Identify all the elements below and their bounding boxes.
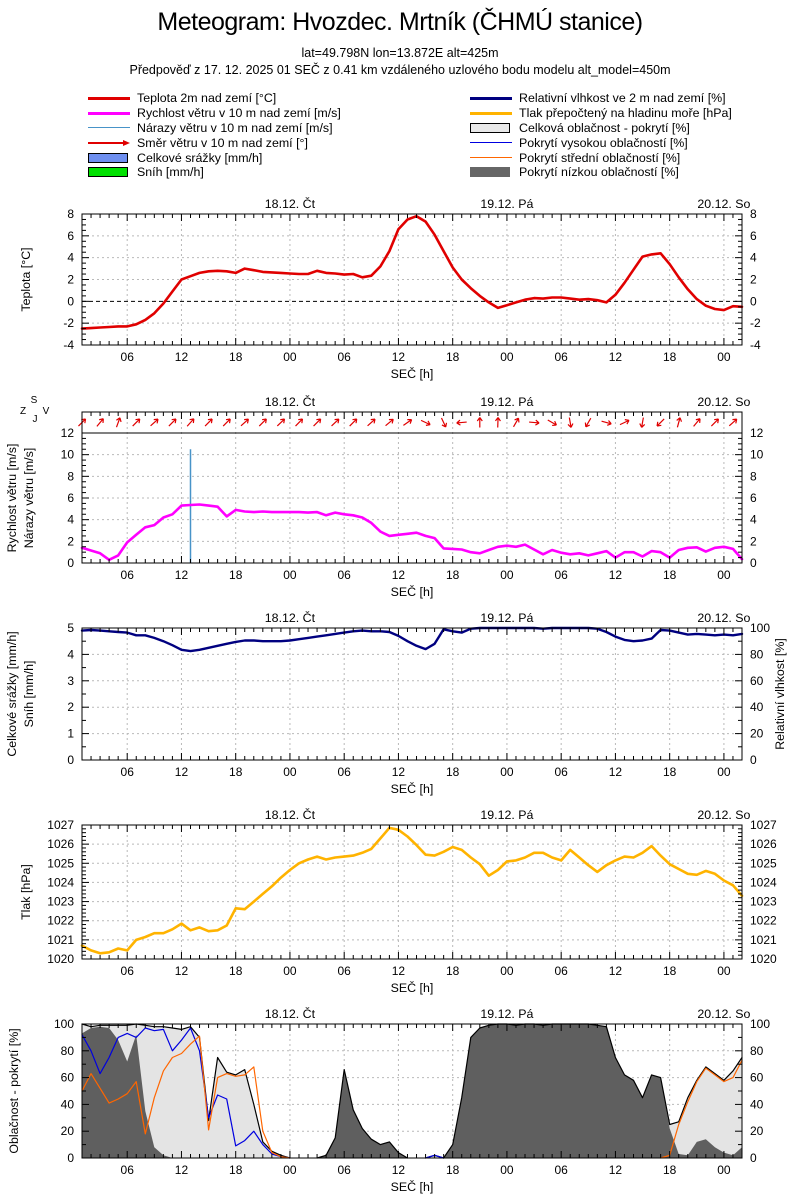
compass-north: S <box>30 395 38 406</box>
x-tick-label: 18 <box>229 568 243 582</box>
x-tick-label: 06 <box>337 1163 351 1177</box>
day-label: 19.12. Pá <box>480 197 534 211</box>
x-tick-label: 18 <box>662 964 677 978</box>
day-label: 20.12. So <box>697 395 751 409</box>
x-tick-label: 06 <box>120 568 134 582</box>
x-tick-label: 00 <box>283 350 297 364</box>
y2-tick-label: -2 <box>750 316 761 331</box>
y2-tick-label: 8 <box>750 207 757 221</box>
x-tick-label: 12 <box>174 568 189 582</box>
y-tick-label: 8 <box>67 207 74 221</box>
x-tick-label: 18 <box>446 1163 460 1177</box>
y-tick-label: 1023 <box>47 894 74 909</box>
x-tick-label: 06 <box>120 1163 134 1177</box>
y2-tick-label: 60 <box>750 673 764 688</box>
y-tick-label: 1 <box>67 726 74 741</box>
day-label: 19.12. Pá <box>480 1007 534 1021</box>
y2-tick-label: 1027 <box>750 818 777 832</box>
y2-tick-label: 1025 <box>750 856 777 871</box>
y-tick-label: 1025 <box>47 856 74 871</box>
y-axis-title: Tlak [hPa] <box>19 864 33 920</box>
y-tick-label: -4 <box>63 338 74 352</box>
y-tick-label: 10 <box>60 447 74 462</box>
day-label: 19.12. Pá <box>480 808 534 822</box>
wind-direction-arrow <box>312 417 323 428</box>
y2-tick-label: 1026 <box>750 837 777 852</box>
legend-item-label: Teplota 2m nad zemí [°C] <box>137 91 277 106</box>
legend-item-label: Nárazy větru v 10 m nad zemí [m/s] <box>137 120 333 135</box>
y-tick-label: 2 <box>67 700 74 715</box>
x-tick-label: 00 <box>283 765 297 779</box>
y2-tick-label: 1024 <box>750 875 777 890</box>
x-tick-label: 06 <box>554 1163 568 1177</box>
wind-direction-arrow <box>131 417 142 428</box>
wind-direction-arrow <box>366 417 377 427</box>
wind-direction-arrow <box>439 417 448 428</box>
x-tick-label: 12 <box>174 1163 189 1177</box>
day-label: 18.12. Čt <box>264 1007 316 1021</box>
legend-item-label: Pokrytí střední oblačností [%] <box>519 150 681 165</box>
legend-item-label: Rychlost větru v 10 m nad zemí [m/s] <box>137 106 341 121</box>
wind-direction-arrow <box>276 417 287 428</box>
wind-direction-arrow <box>402 418 413 428</box>
y2-tick-label: 8 <box>750 469 757 484</box>
y-tick-label: 0 <box>67 556 74 570</box>
y2-tick-label: 12 <box>750 426 764 440</box>
wind-direction-arrow <box>547 418 558 427</box>
y2-tick-label: 0 <box>750 294 757 309</box>
wind-direction-arrow <box>639 417 646 428</box>
x-tick-label: 18 <box>229 1163 243 1177</box>
legend-item-label: Relativní vlhkost ve 2 m nad zemí [%] <box>519 91 726 106</box>
day-label: 18.12. Čt <box>264 808 316 822</box>
y-axis-title: Rychlost větru [m/s] <box>5 443 19 553</box>
wind-direction-arrow <box>477 418 482 428</box>
x-tick-label: 12 <box>608 1163 623 1177</box>
y-axis-title: Nárazy větru [m/s] <box>22 447 36 549</box>
y-tick-label: 1026 <box>47 837 74 852</box>
y-tick-label: 2 <box>67 534 74 549</box>
x-tick-label: 00 <box>717 350 731 364</box>
x-axis-title: SEČ [h] <box>390 367 434 381</box>
legend-item-label: Pokrytí nízkou oblačností [%] <box>519 165 679 180</box>
legend-item-label: Směr větru v 10 m nad zemí [°] <box>137 135 308 150</box>
legend-item-label: Pokrytí vysokou oblačností [%] <box>519 135 688 150</box>
y2-tick-label: 80 <box>750 1043 764 1058</box>
forecast-subtitle: Předpověď z 17. 12. 2025 01 SEČ z 0.41 km vzdáleného uzlového bodu modelu alt_model=450m <box>129 63 671 77</box>
y2-tick-label: 80 <box>750 647 764 662</box>
day-label: 20.12. So <box>697 808 751 822</box>
x-tick-label: 06 <box>120 350 134 364</box>
y2-tick-label: 10 <box>750 447 764 462</box>
x-tick-label: 06 <box>554 568 568 582</box>
x-tick-label: 12 <box>608 765 623 779</box>
compass-south: J <box>32 414 38 425</box>
y-tick-label: 60 <box>60 1070 74 1085</box>
x-tick-label: 12 <box>391 350 406 364</box>
y2-tick-label: 4 <box>750 250 757 265</box>
y2-tick-label: 1020 <box>750 952 777 966</box>
x-axis-title: SEČ [h] <box>390 782 434 796</box>
x-tick-label: 06 <box>554 350 568 364</box>
x-tick-label: 12 <box>608 964 623 978</box>
y-tick-label: 40 <box>60 1097 74 1112</box>
wind-direction-arrow <box>149 417 160 427</box>
x-tick-label: 12 <box>608 350 623 364</box>
day-label: 18.12. Čt <box>264 611 316 625</box>
y-tick-label: 0 <box>67 753 74 767</box>
wind-direction-arrow <box>619 418 630 427</box>
x-tick-label: 00 <box>283 568 297 582</box>
x-tick-label: 18 <box>662 568 677 582</box>
wind-direction-arrow <box>185 417 195 428</box>
temperature-chart <box>19 196 761 381</box>
wind-direction-arrow <box>239 417 250 427</box>
y2-tick-label: 20 <box>750 1124 764 1139</box>
x-tick-label: 00 <box>717 568 731 582</box>
x-tick-label: 12 <box>391 765 406 779</box>
x-axis-title: SEČ [h] <box>390 981 434 995</box>
y2-tick-label: 1022 <box>750 913 777 928</box>
x-tick-label: 18 <box>446 765 460 779</box>
legend-item-label: Sníh [mm/h] <box>137 165 204 180</box>
compass-west: Z <box>19 406 27 417</box>
wind-direction-arrow <box>420 418 431 427</box>
x-tick-label: 00 <box>500 964 514 978</box>
wind-direction-arrow <box>221 417 232 428</box>
legend-item-label: Tlak přepočtený na hladinu moře [hPa] <box>519 106 732 121</box>
y2-tick-label: 2 <box>750 534 757 549</box>
y-axis-title: Teplota [°C] <box>19 247 33 312</box>
x-tick-label: 00 <box>500 568 514 582</box>
y2-tick-label: 100 <box>750 621 771 635</box>
wind-direction-arrow <box>728 417 739 427</box>
y-tick-label: 20 <box>60 1124 74 1139</box>
y-tick-label: 6 <box>67 228 74 243</box>
x-tick-label: 18 <box>662 350 677 364</box>
x-tick-label: 06 <box>120 765 134 779</box>
wind-direction-arrow <box>584 417 593 428</box>
x-tick-label: 12 <box>608 568 623 582</box>
y-axis-title: Oblačnost - pokrytí [%] <box>7 1028 21 1154</box>
y-tick-label: 4 <box>67 250 74 265</box>
pressure-chart <box>19 807 777 995</box>
day-label: 18.12. Čt <box>264 197 316 211</box>
wind-direction-arrow <box>167 417 178 428</box>
y-axis-title: Celkové srážky [mm/h] <box>5 631 19 757</box>
wind-direction-arrow <box>710 417 721 428</box>
wind-direction-arrow <box>511 417 520 428</box>
y2-tick-label: 40 <box>750 700 764 715</box>
x-tick-label: 18 <box>446 350 460 364</box>
wind-direction-arrow <box>203 417 214 428</box>
x-tick-label: 18 <box>662 765 677 779</box>
x-tick-label: 00 <box>283 964 297 978</box>
precip-humidity-chart <box>5 610 787 796</box>
day-label: 20.12. So <box>697 611 751 625</box>
wind-direction-arrow <box>257 417 268 428</box>
x-tick-label: 18 <box>446 964 460 978</box>
y-tick-label: 1022 <box>47 913 74 928</box>
y2-tick-label: -4 <box>750 338 761 352</box>
y-tick-label: -2 <box>63 316 74 331</box>
wind-direction-arrow <box>330 417 341 427</box>
x-tick-label: 18 <box>229 350 243 364</box>
day-label: 20.12. So <box>697 197 751 211</box>
y2-tick-label: 2 <box>750 272 757 287</box>
x-tick-label: 18 <box>446 568 460 582</box>
wind-direction-arrow <box>692 417 702 428</box>
y2-tick-label: 60 <box>750 1070 764 1085</box>
y2-tick-label: 20 <box>750 726 764 741</box>
wind-direction-arrow <box>95 417 105 428</box>
wind-direction-arrow <box>601 419 612 426</box>
y-tick-label: 1021 <box>47 932 74 947</box>
x-tick-label: 00 <box>500 350 514 364</box>
y-tick-label: 1024 <box>47 875 74 890</box>
wind-direction-arrow <box>457 420 467 426</box>
day-label: 18.12. Čt <box>264 395 316 409</box>
x-tick-label: 12 <box>174 765 189 779</box>
x-axis-title: SEČ [h] <box>390 1180 434 1194</box>
y-tick-label: 5 <box>67 621 74 635</box>
day-label: 19.12. Pá <box>480 395 534 409</box>
y-tick-label: 6 <box>67 491 74 505</box>
wind-direction-arrow <box>384 417 395 427</box>
y-tick-label: 100 <box>53 1017 74 1031</box>
x-tick-label: 06 <box>337 350 351 364</box>
y-tick-label: 4 <box>67 512 74 527</box>
x-tick-label: 12 <box>174 964 189 978</box>
wind-direction-arrow <box>495 417 500 427</box>
y-tick-label: 0 <box>67 1151 74 1165</box>
x-tick-label: 12 <box>391 568 406 582</box>
x-tick-label: 06 <box>120 964 134 978</box>
y-tick-label: 80 <box>60 1043 74 1058</box>
wind-direction-arrow <box>675 417 682 428</box>
clouds-chart <box>7 1006 770 1194</box>
y2-tick-label: 4 <box>750 512 757 527</box>
x-tick-label: 12 <box>174 350 189 364</box>
x-tick-label: 00 <box>717 765 731 779</box>
y2-tick-label: 100 <box>750 1017 771 1031</box>
y2-tick-label: 40 <box>750 1097 764 1112</box>
y-tick-label: 12 <box>60 426 74 440</box>
x-tick-label: 06 <box>337 568 351 582</box>
y-tick-label: 3 <box>67 673 74 688</box>
coords-subtitle: lat=49.798N lon=13.872E alt=425m <box>301 46 499 60</box>
wind-direction-arrow <box>655 417 666 428</box>
y2-tick-label: 0 <box>750 1151 757 1165</box>
x-tick-label: 00 <box>500 1163 514 1177</box>
y2-tick-label: 0 <box>750 556 757 570</box>
series-line <box>82 216 742 328</box>
y-tick-label: 8 <box>67 469 74 484</box>
x-tick-label: 18 <box>229 964 243 978</box>
y-axis-title: Sníh [mm/h] <box>22 660 36 728</box>
x-tick-label: 06 <box>337 765 351 779</box>
y2-tick-label: 6 <box>750 491 757 505</box>
legend-item-label: Celkové srážky [mm/h] <box>137 150 263 165</box>
wind-direction-arrow <box>567 417 574 428</box>
x-tick-label: 06 <box>554 765 568 779</box>
x-tick-label: 00 <box>283 1163 297 1177</box>
x-axis-title: SEČ [h] <box>390 585 434 599</box>
wind-direction-arrow <box>529 420 539 426</box>
wind-direction-arrow <box>294 417 305 428</box>
x-tick-label: 18 <box>662 1163 677 1177</box>
y2-tick-label: 1023 <box>750 894 777 909</box>
y-tick-label: 2 <box>67 272 74 287</box>
legend-item-label: Celková oblačnost - pokrytí [%] <box>519 120 690 135</box>
x-tick-label: 18 <box>229 765 243 779</box>
y-tick-label: 4 <box>67 647 74 662</box>
y2-tick-label: 0 <box>750 753 757 767</box>
day-label: 20.12. So <box>697 1007 751 1021</box>
y-tick-label: 1027 <box>47 818 74 832</box>
wind-chart <box>5 394 764 599</box>
x-tick-label: 06 <box>337 964 351 978</box>
x-tick-label: 12 <box>391 1163 406 1177</box>
wind-direction-arrow <box>114 417 122 428</box>
page-title: Meteogram: Hvozdec. Mrtník (ČHMÚ stanice) <box>157 8 643 36</box>
x-tick-label: 00 <box>500 765 514 779</box>
y2-tick-label: 6 <box>750 228 757 243</box>
day-label: 19.12. Pá <box>480 611 534 625</box>
wind-direction-arrow <box>348 417 359 428</box>
x-tick-label: 00 <box>717 1163 731 1177</box>
compass-east: V <box>42 406 50 417</box>
x-tick-label: 06 <box>554 964 568 978</box>
y-tick-label: 0 <box>67 294 74 309</box>
y2-tick-label: 1021 <box>750 932 777 947</box>
x-tick-label: 12 <box>391 964 406 978</box>
x-tick-label: 00 <box>717 964 731 978</box>
y-tick-label: 1020 <box>47 952 74 966</box>
y2-axis-title: Relativní vlhkost [%] <box>773 638 787 750</box>
